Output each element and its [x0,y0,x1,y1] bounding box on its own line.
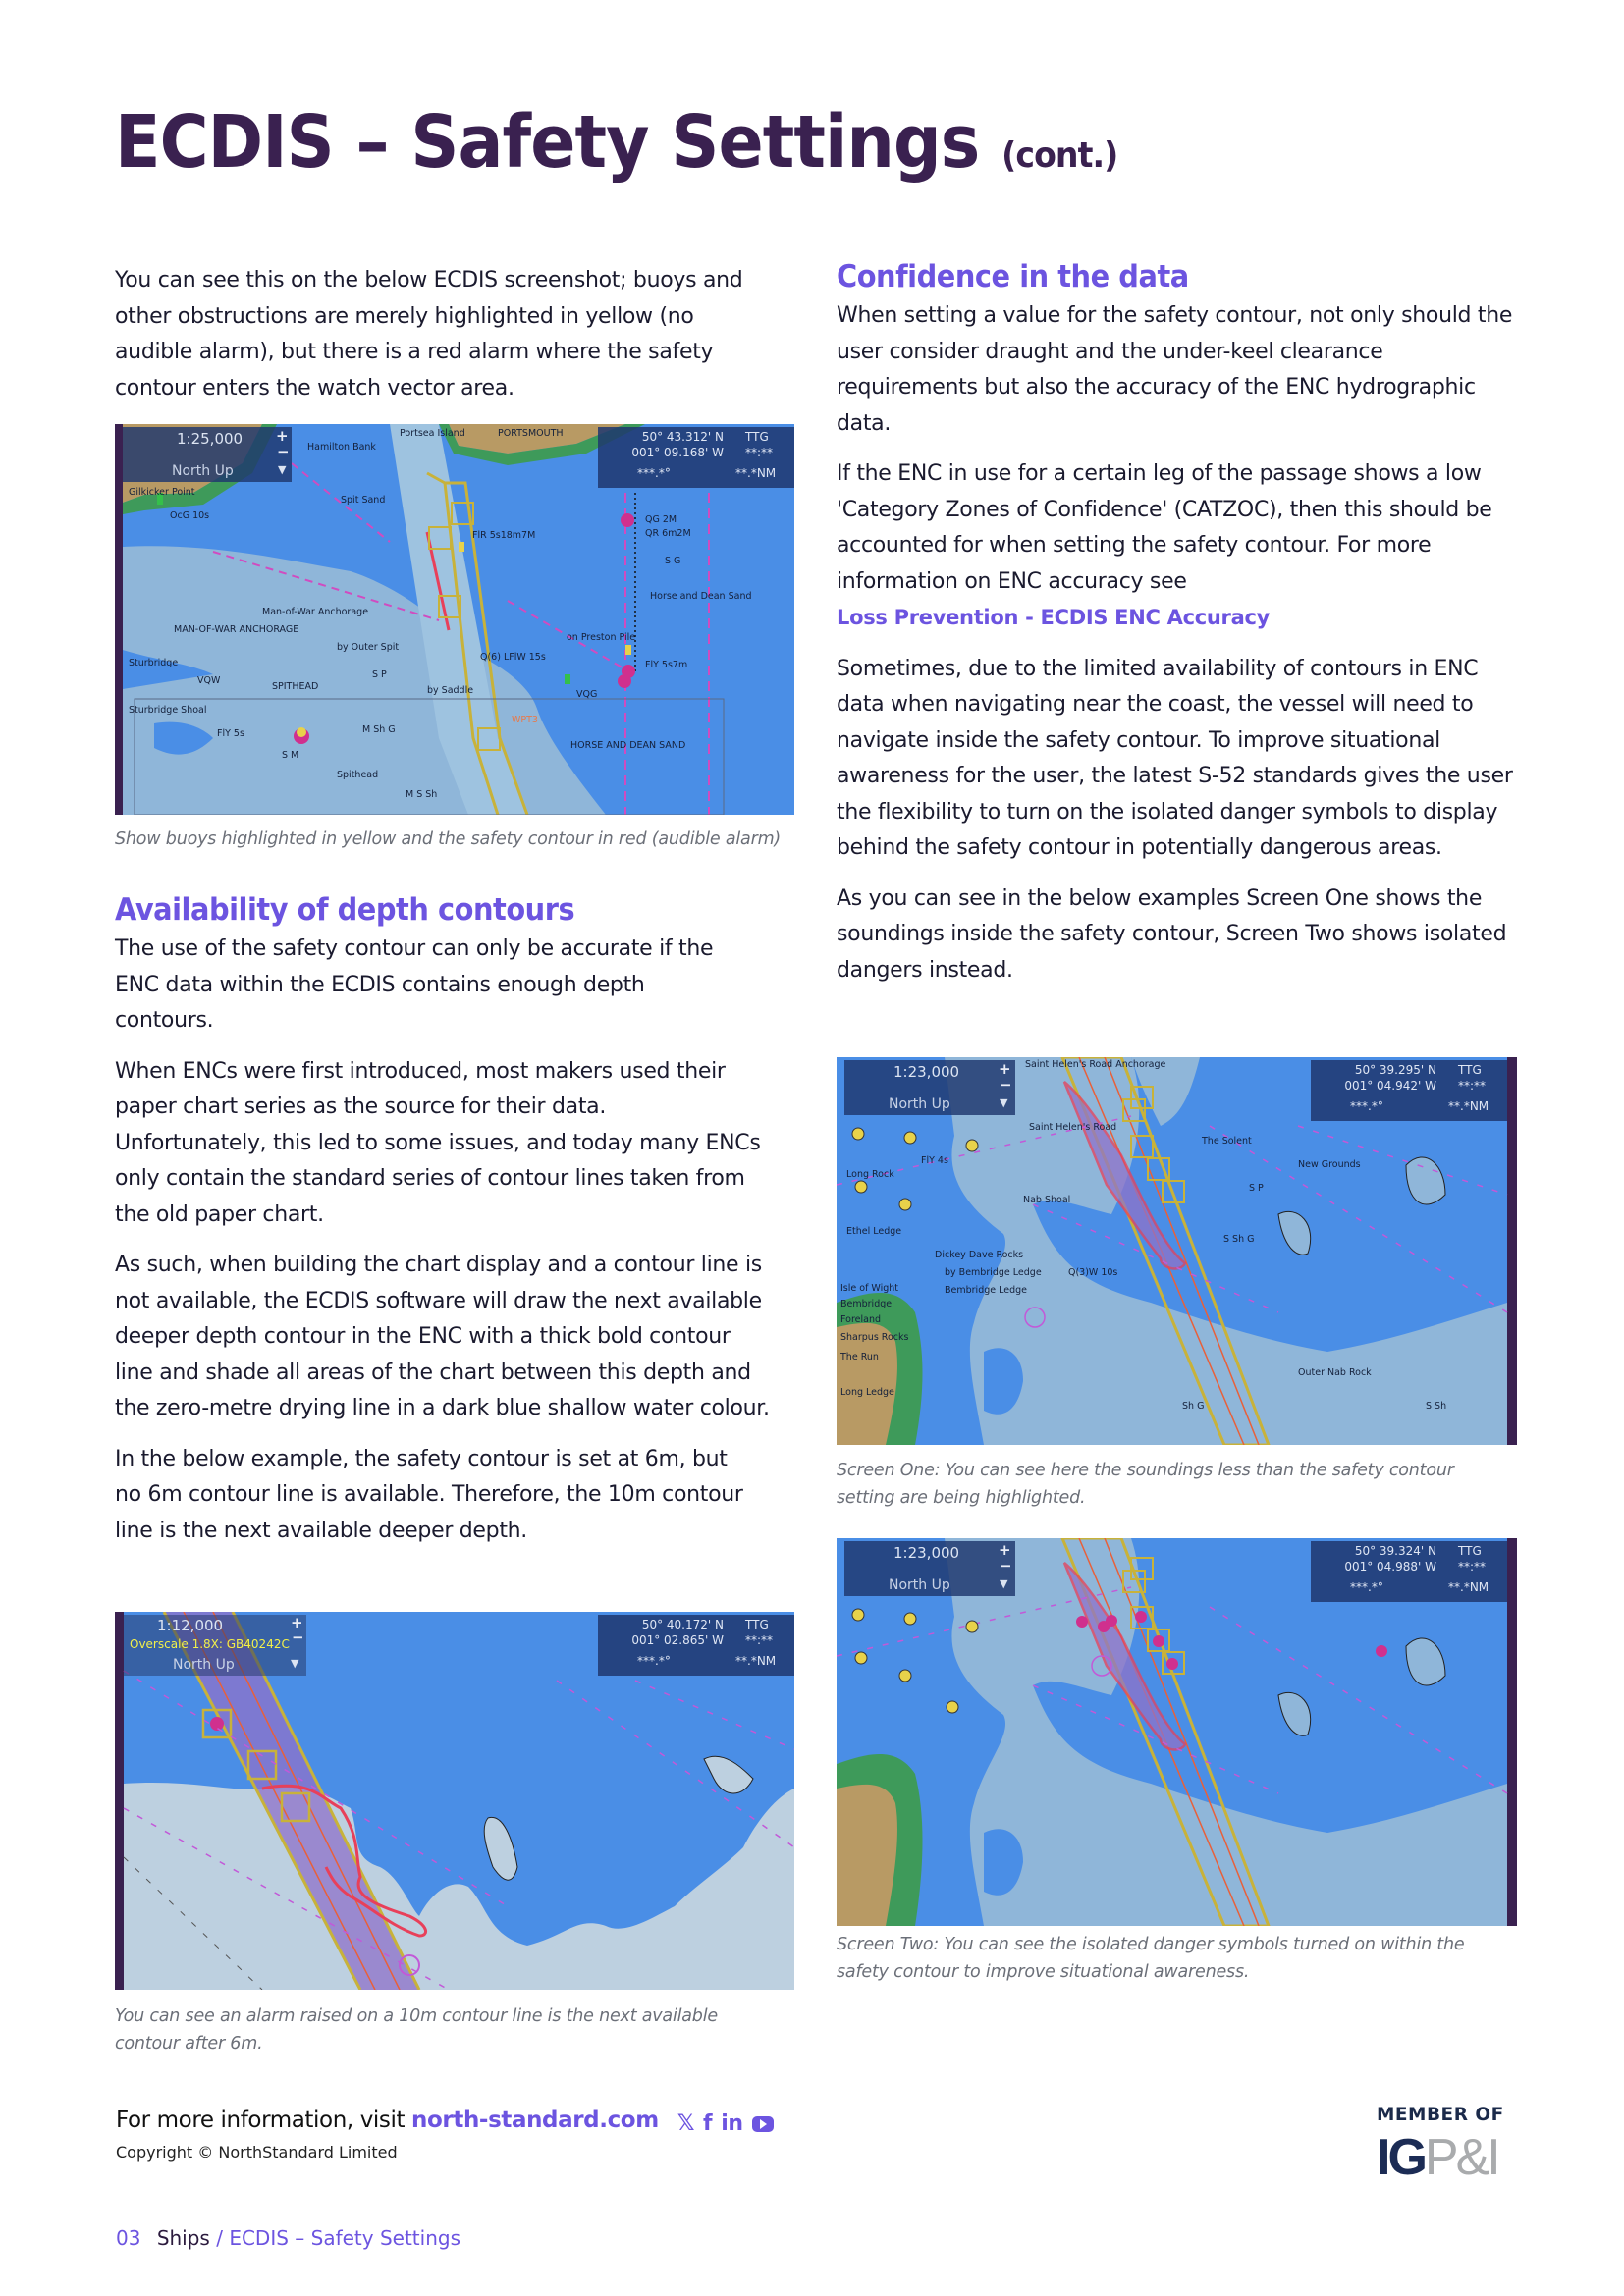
zoom-in-button[interactable]: + [291,1614,303,1631]
ttg-label: TTG [1458,1063,1482,1077]
chart-label: Q(6) LFlW 15s [480,652,546,663]
ttg-value: **:** [745,446,774,459]
chart-label: S Sh G [1223,1234,1255,1245]
breadcrumb-section[interactable]: Ships [156,2226,210,2250]
chart-label: The Solent [1202,1136,1252,1147]
chart-scale: 1:23,000 [893,1063,960,1081]
scale-panel [124,1615,306,1676]
distance-readout: **.*NM [735,466,777,480]
chart-label: Long Rock [846,1169,894,1180]
ttg-label: TTG [745,1618,769,1631]
bearing-readout: ***.*° [637,1654,671,1668]
bearing-readout: ***.*° [1350,1099,1383,1113]
chart-label: VQW [197,675,221,686]
title-suffix: (cont.) [1001,135,1118,176]
body-paragraph: As such, when building the chart display and a contour line is not available, the ECDIS software will draw the next available deeper depth contour in the ENC with a thick bold contour line and shade all areas of the chart between this depth and the zero-metre drying line in a dark blue shallow water colour. [115,1253,770,1420]
ecdis-screenshot-portsmouth [115,424,794,815]
chart-label: Spit Sand [341,495,386,506]
chart-label: Gilkicker Point [129,487,195,498]
chart-label: SPITHEAD [272,681,319,692]
chart-scale: 1:12,000 [157,1617,224,1634]
chart-label: The Run [840,1352,879,1362]
chart-label: S G [665,556,681,566]
chevron-down-icon[interactable]: ▼ [1000,1577,1008,1590]
chart-label: S P [1249,1183,1264,1194]
body-text: If the ENC in use for a certain leg of the passage shows a low 'Category Zones of Confidence' (CATZOC), then this should be accounted for when setting the safety contour. For more information on ENC accuracy see [837,461,1492,594]
latitude-readout: 50° 39.295' N [1354,1063,1436,1077]
chart-label: Man-of-War Anchorage [262,607,369,617]
zoom-in-button[interactable]: + [276,427,289,445]
bearing-readout: ***.*° [1350,1580,1383,1594]
figure-caption: Screen Two: You can see the isolated danger symbols turned on within the safety contour to improve situational awareness. [837,1935,1465,1982]
scale-panel [844,1060,1015,1115]
social-links [677,2113,774,2135]
chart-label: S P [372,669,387,680]
chart-label: Outer Nab Rock [1298,1367,1372,1378]
chevron-down-icon[interactable]: ▼ [1000,1096,1008,1109]
scale-panel [844,1541,1015,1596]
chart-scale: 1:25,000 [177,430,244,448]
chart-label: by Saddle [427,685,474,696]
chart-label: M Sh G [362,724,396,735]
body-paragraph: When ENCs were first introduced, most makers used their paper chart series as the source for their data. Unfortunately, this led to some issues, and today many ENCs only contain the standard series of contour lines taken from the old paper chart. [115,1058,761,1227]
section-heading: Confidence in the data [837,259,1189,294]
facebook-icon[interactable]: f [703,2111,713,2136]
ecdis-screen-two [837,1538,1517,1926]
bearing-readout: ***.*° [637,466,671,480]
latitude-readout: 50° 43.312' N [641,430,724,444]
website-link[interactable]: north-standard.com [411,2108,659,2133]
chart-label: Hamilton Bank [307,442,376,453]
igpi-logo [1377,2129,1498,2186]
chart-label: FlY 4s [921,1155,948,1166]
chart-scale: 1:23,000 [893,1544,960,1562]
chart-label: S M [282,750,299,761]
longitude-readout: 001° 02.865' W [631,1633,724,1647]
ttg-value: **:** [745,1633,774,1647]
ttg-label: TTG [1458,1544,1482,1558]
chart-label: by Outer Spit [337,642,400,653]
chart-label: Saint Helen's Road [1029,1122,1117,1133]
page-footer-breadcrumb [116,2226,460,2250]
page-title [115,100,1118,185]
distance-readout: **.*NM [1448,1580,1489,1594]
distance-readout: **.*NM [1448,1099,1489,1113]
chart-label: M S Sh [406,789,438,800]
figure-caption: Show buoys highlighted in yellow and the safety contour in red (audible alarm) [115,829,782,849]
chart-label: Dickey Dave Rocks [935,1250,1024,1260]
chart-label: Ethel Ledge [846,1226,902,1237]
intro-block [115,263,802,406]
distance-readout: **.*NM [735,1654,777,1668]
zoom-out-button[interactable]: − [292,1629,304,1646]
section-heading: Availability of depth contours [115,892,575,928]
body-paragraph: Sometimes, due to the limited availability of contours in ENC data when navigating near the coast, the vessel will need to navigate inside the safety contour. To improve situational awareness for the user, the latest S-52 standards gives the user the flexibility to turn on the isolated danger symbols to display behind the safety contour in potentially dangerous areas. [837,656,1513,860]
footer-info [116,2107,774,2135]
chart-label: Horse and Dean Sand [650,591,752,602]
chart-label: Isle of Wight [840,1283,899,1294]
ecdis-screenshot-10m-contour [115,1612,794,1990]
chart-label: VQG [576,689,598,700]
chart-label: Sturbridge Shoal [129,705,207,716]
ttg-value: **:** [1458,1079,1487,1093]
zoom-in-button[interactable]: + [999,1541,1011,1559]
longitude-readout: 001° 04.942' W [1344,1079,1436,1093]
igpi-logo-ig: IG [1377,2129,1425,2186]
body-paragraph: In the below example, the safety contour is set at 6m, but no 6m contour line is available. Therefore, the 10m contour line is the next available deeper depth. [115,1446,743,1543]
zoom-out-button[interactable]: − [1000,1557,1012,1575]
chart-label: WPT3 [512,715,538,725]
breadcrumb-subsection[interactable]: / ECDIS – Safety Settings [216,2226,460,2250]
title-text: ECDIS – Safety Settings [115,100,980,185]
member-label: MEMBER OF [1377,2105,1504,2125]
figure-caption: Screen One: You can see here the soundings less than the safety contour setting are being highlighted. [837,1461,1454,1508]
latitude-readout: 50° 39.324' N [1354,1544,1436,1558]
longitude-readout: 001° 04.988' W [1344,1560,1436,1574]
ecdis-screen-one [837,1057,1517,1445]
depth-contours-section [115,890,802,1549]
chart-label: Bembridge [840,1299,893,1309]
igpi-logo-pi: P&I [1424,2129,1498,2186]
chart-label: Bembridge Ledge [945,1285,1027,1296]
x-icon[interactable]: 𝕏 [677,2111,695,2136]
figure-caption: You can see an alarm raised on a 10m contour line is the next available contour after 6m. [115,2006,718,2054]
zoom-out-button[interactable]: − [277,443,290,460]
chart-label: New Grounds [1298,1159,1361,1170]
orientation-mode[interactable]: North Up [173,1657,235,1673]
chart-label: Portsea Island [400,428,465,439]
chart-label: FlY 5s [217,728,244,739]
confidence-section [837,257,1524,988]
chart-label: MAN-OF-WAR ANCHORAGE [174,624,299,635]
chart-label: QR 6m2M [645,528,691,539]
overscale-warning: Overscale 1.8X: GB40242C [130,1637,290,1651]
chart-label: S Sh [1426,1401,1447,1412]
intro-paragraph: You can see this on the below ECDIS screenshot; buoys and other obstructions are merely highlighted in yellow (no audible alarm), but there is a red alarm where the safety contour enters the watch vector area. [115,268,743,400]
body-paragraph: When setting a value for the safety contour, not only should the user consider draught and the under-keel clearance requirements but also the accuracy of the ENC hydrographic data. [837,303,1513,436]
body-paragraph: As you can see in the below examples Screen One shows the soundings inside the safety contour, Screen Two shows isolated dangers instead. [837,885,1507,983]
chart-label: Foreland [840,1314,881,1325]
chart-label: Sturbridge [129,658,179,668]
chart-label: Saint Helen's Road Anchorage [1025,1059,1166,1070]
chart-label: Sh G [1182,1401,1205,1412]
chart-label: by Bembridge Ledge [945,1267,1042,1278]
zoom-out-button[interactable]: − [1000,1076,1012,1094]
chart-label: FlY 5s7m [645,660,688,670]
zoom-in-button[interactable]: + [999,1060,1011,1078]
chart-label: Spithead [337,770,379,780]
orientation-mode[interactable]: North Up [889,1577,950,1593]
chart-label: on Preston Pile [567,632,636,643]
body-paragraph [837,456,1504,637]
orientation-mode[interactable]: North Up [889,1096,950,1112]
enc-accuracy-link[interactable]: Loss Prevention - ECDIS ENC Accuracy [837,606,1270,629]
position-panel [1311,1541,1507,1602]
position-panel [598,1615,794,1676]
longitude-readout: 001° 09.168' W [631,446,724,459]
chart-label: HORSE AND DEAN SAND [570,740,686,751]
position-panel [1311,1060,1507,1121]
position-panel [598,427,794,488]
ttg-value: **:** [1458,1560,1487,1574]
orientation-mode[interactable]: North Up [172,463,234,479]
page-number: 03 [116,2226,141,2250]
ttg-label: TTG [745,430,769,444]
chart-label: Nab Shoal [1023,1195,1071,1205]
chevron-down-icon[interactable]: ▼ [278,463,287,476]
copyright: Copyright © NorthStandard Limited [116,2143,398,2162]
chart-label: Sharpus Rocks [840,1332,909,1343]
chart-label: Long Ledge [840,1387,894,1398]
chart-label: FlR 5s18m7M [472,530,536,541]
body-paragraph: The use of the safety contour can only be accurate if the ENC data within the ECDIS contains enough depth contours. [115,936,714,1033]
footer-info-text: For more information, visit [116,2108,406,2133]
chart-label: QG 2M [645,514,677,525]
chevron-down-icon[interactable]: ▼ [291,1657,299,1670]
latitude-readout: 50° 40.172' N [641,1618,724,1631]
chart-label: Q(3)W 10s [1068,1267,1118,1278]
chart-label: OcG 10s [170,510,210,521]
chart-label: PORTSMOUTH [498,428,564,439]
linkedin-icon[interactable]: in [721,2111,743,2136]
scale-panel [123,427,292,482]
youtube-icon[interactable] [752,2116,774,2132]
